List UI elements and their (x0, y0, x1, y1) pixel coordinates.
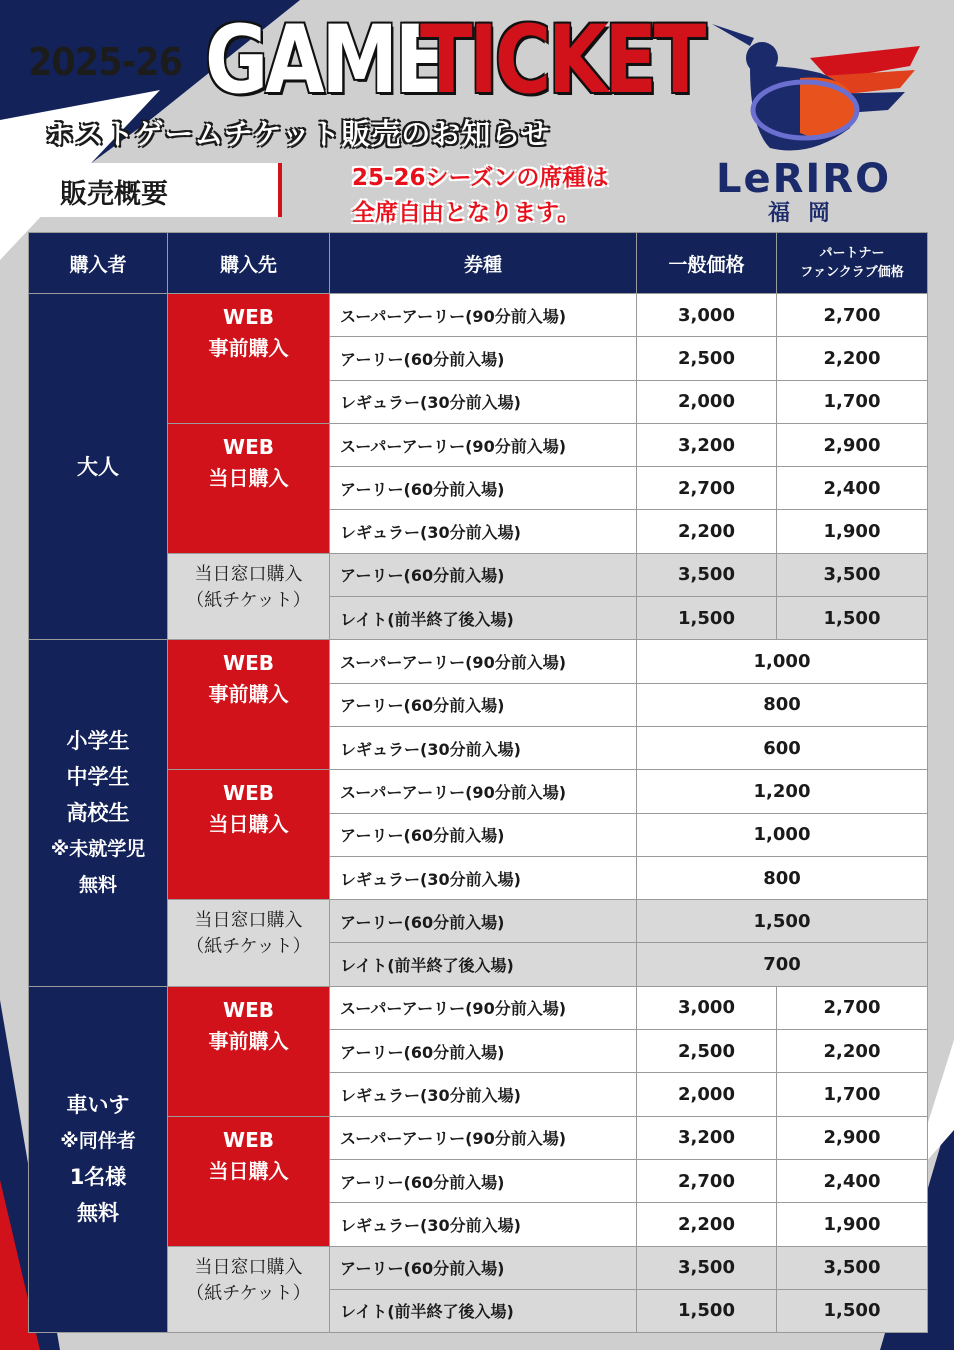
title-ticket: TICKET (420, 6, 704, 115)
table-header-row (29, 233, 928, 294)
partner-price-cell: 2,900 (777, 1116, 928, 1159)
buyer-line: 1名様 (69, 1165, 127, 1190)
channel-line: 当日購入 (208, 1158, 289, 1183)
channel-line: 事前購入 (208, 682, 289, 707)
partner-price-cell: 3,500 (777, 553, 928, 596)
general-price-cell: 2,700 (637, 1159, 777, 1202)
buyer-line: 車いす (66, 1093, 130, 1118)
buyer-line: 小学生 (66, 729, 130, 754)
notice-line-1: 25-26シーズンの席種は (352, 165, 609, 191)
channel-line: 当日窓口購入 (194, 910, 303, 932)
col-header-partner-price (777, 233, 928, 294)
partner-price-cell: 1,500 (777, 597, 928, 640)
buyer-line: 中学生 (66, 765, 130, 790)
partner-price-cell: 2,900 (777, 423, 928, 466)
ticket-type-cell: レギュラー(30分前入場) (330, 1073, 637, 1116)
channel-line: 当日窓口購入 (194, 563, 303, 585)
table-row (29, 640, 928, 683)
partner-price-cell: 2,400 (777, 467, 928, 510)
channel-line: WEB (223, 781, 274, 806)
partner-price-cell: 3,500 (777, 1246, 928, 1289)
table-row (29, 294, 928, 337)
seating-notice (352, 161, 608, 231)
channel-line: WEB (223, 305, 274, 329)
partner-header-line-1: パートナー (819, 246, 885, 261)
ticket-type-cell: レイト(前半終了後入場) (330, 943, 637, 986)
partner-price-cell: 1,700 (777, 380, 928, 423)
ticket-type-cell: スーパーアーリー(90分前入場) (330, 294, 637, 337)
buyer-line: 無料 (78, 874, 117, 897)
ticket-type-cell: レギュラー(30分前入場) (330, 380, 637, 423)
channel-cell (168, 770, 330, 900)
table-row (29, 986, 928, 1029)
channel-line: 事前購入 (208, 1028, 289, 1053)
partner-price-cell: 2,200 (777, 1030, 928, 1073)
price-cell: 700 (637, 943, 928, 986)
ticket-type-cell: レギュラー(30分前入場) (330, 510, 637, 553)
channel-cell (168, 294, 330, 424)
channel-cell (168, 1116, 330, 1246)
ticket-type-cell: スーパーアーリー(90分前入場) (330, 1116, 637, 1159)
col-header-ticket-type: 券種 (330, 233, 637, 294)
ticket-type-cell: アーリー(60分前入場) (330, 1246, 637, 1289)
channel-line: （紙チケット） (186, 589, 311, 611)
price-cell: 600 (637, 726, 928, 769)
col-header-general-price: 一般価格 (637, 233, 777, 294)
channel-cell (168, 553, 330, 640)
ticket-type-cell: アーリー(60分前入場) (330, 337, 637, 380)
price-cell: 1,200 (637, 770, 928, 813)
buyer-cell (29, 986, 168, 1332)
ticket-type-cell: アーリー(60分前入場) (330, 553, 637, 596)
channel-cell (168, 640, 330, 770)
price-cell: 1,500 (637, 900, 928, 943)
channel-line: WEB (223, 651, 274, 676)
buyer-line: ※未就学児 (50, 838, 146, 861)
subtitle: ホストゲームチケット販売のお知らせ (45, 117, 551, 151)
general-price-cell: 2,000 (637, 1073, 777, 1116)
ticket-type-cell: レイト(前半終了後入場) (330, 1289, 637, 1332)
general-price-cell: 2,200 (637, 1203, 777, 1246)
general-price-cell: 2,200 (637, 510, 777, 553)
channel-cell (168, 423, 330, 553)
buyer-line: ※同伴者 (60, 1130, 136, 1153)
partner-header-line-2: ファンクラブ価格 (800, 265, 904, 280)
partner-price-cell: 2,700 (777, 294, 928, 337)
general-price-cell: 3,500 (637, 553, 777, 596)
season-label: 2025-26 (28, 40, 183, 84)
team-logo-name: LeRIRO (716, 156, 892, 202)
ticket-type-cell: アーリー(60分前入場) (330, 900, 637, 943)
channel-line: WEB (223, 1127, 274, 1152)
buyer-cell (29, 640, 168, 986)
general-price-cell: 3,000 (637, 986, 777, 1029)
ticket-type-cell: アーリー(60分前入場) (330, 1159, 637, 1202)
price-cell: 1,000 (637, 813, 928, 856)
channel-line: 当日購入 (208, 812, 289, 837)
notice-line-2: 全席自由となります。 (352, 200, 581, 226)
ticket-type-cell: スーパーアーリー(90分前入場) (330, 986, 637, 1029)
general-price-cell: 2,500 (637, 1030, 777, 1073)
general-price-cell: 3,200 (637, 1116, 777, 1159)
ticket-type-cell: スーパーアーリー(90分前入場) (330, 770, 637, 813)
partner-price-cell: 2,700 (777, 986, 928, 1029)
partner-price-cell: 1,700 (777, 1073, 928, 1116)
general-price-cell: 3,200 (637, 423, 777, 466)
channel-line: WEB (223, 434, 274, 459)
general-price-cell: 3,500 (637, 1246, 777, 1289)
ticket-type-cell: レイト(前半終了後入場) (330, 597, 637, 640)
channel-line: （紙チケット） (186, 1282, 311, 1304)
price-cell: 800 (637, 683, 928, 726)
buyer-line: 無料 (77, 1201, 119, 1226)
price-cell: 800 (637, 856, 928, 899)
general-price-cell: 2,500 (637, 337, 777, 380)
section-label: 販売概要 (60, 179, 168, 210)
ticket-type-cell: レギュラー(30分前入場) (330, 1203, 637, 1246)
ticket-type-cell: アーリー(60分前入場) (330, 1030, 637, 1073)
general-price-cell: 2,700 (637, 467, 777, 510)
price-cell: 1,000 (637, 640, 928, 683)
buyer-line: 大人 (77, 454, 119, 479)
buyer-cell (29, 294, 168, 640)
ticket-type-cell: レギュラー(30分前入場) (330, 726, 637, 769)
general-price-cell: 1,500 (637, 1289, 777, 1332)
partner-price-cell: 2,200 (777, 337, 928, 380)
partner-price-cell: 1,500 (777, 1289, 928, 1332)
general-price-cell: 2,000 (637, 380, 777, 423)
title-game: GAME (205, 6, 445, 115)
general-price-cell: 1,500 (637, 597, 777, 640)
ticket-type-cell: スーパーアーリー(90分前入場) (330, 423, 637, 466)
team-logo-sub: 福岡 (768, 201, 849, 226)
channel-line: WEB (223, 997, 274, 1022)
partner-price-cell: 1,900 (777, 510, 928, 553)
ticket-type-cell: レギュラー(30分前入場) (330, 856, 637, 899)
ticket-type-cell: アーリー(60分前入場) (330, 683, 637, 726)
buyer-line: 高校生 (66, 801, 130, 826)
ticket-price-table (28, 232, 928, 1333)
channel-cell (168, 986, 330, 1116)
col-header-buyer: 購入者 (29, 233, 168, 294)
partner-price-cell: 1,900 (777, 1203, 928, 1246)
channel-line: 当日購入 (208, 465, 289, 490)
partner-price-cell: 2,400 (777, 1159, 928, 1202)
channel-line: （紙チケット） (186, 936, 311, 958)
channel-cell (168, 1246, 330, 1333)
channel-line: 当日窓口購入 (194, 1256, 303, 1278)
ticket-type-cell: アーリー(60分前入場) (330, 467, 637, 510)
ticket-type-cell: アーリー(60分前入場) (330, 813, 637, 856)
ticket-type-cell: スーパーアーリー(90分前入場) (330, 640, 637, 683)
col-header-channel: 購入先 (168, 233, 330, 294)
channel-line: 事前購入 (208, 336, 289, 360)
channel-cell (168, 900, 330, 987)
general-price-cell: 3,000 (637, 294, 777, 337)
